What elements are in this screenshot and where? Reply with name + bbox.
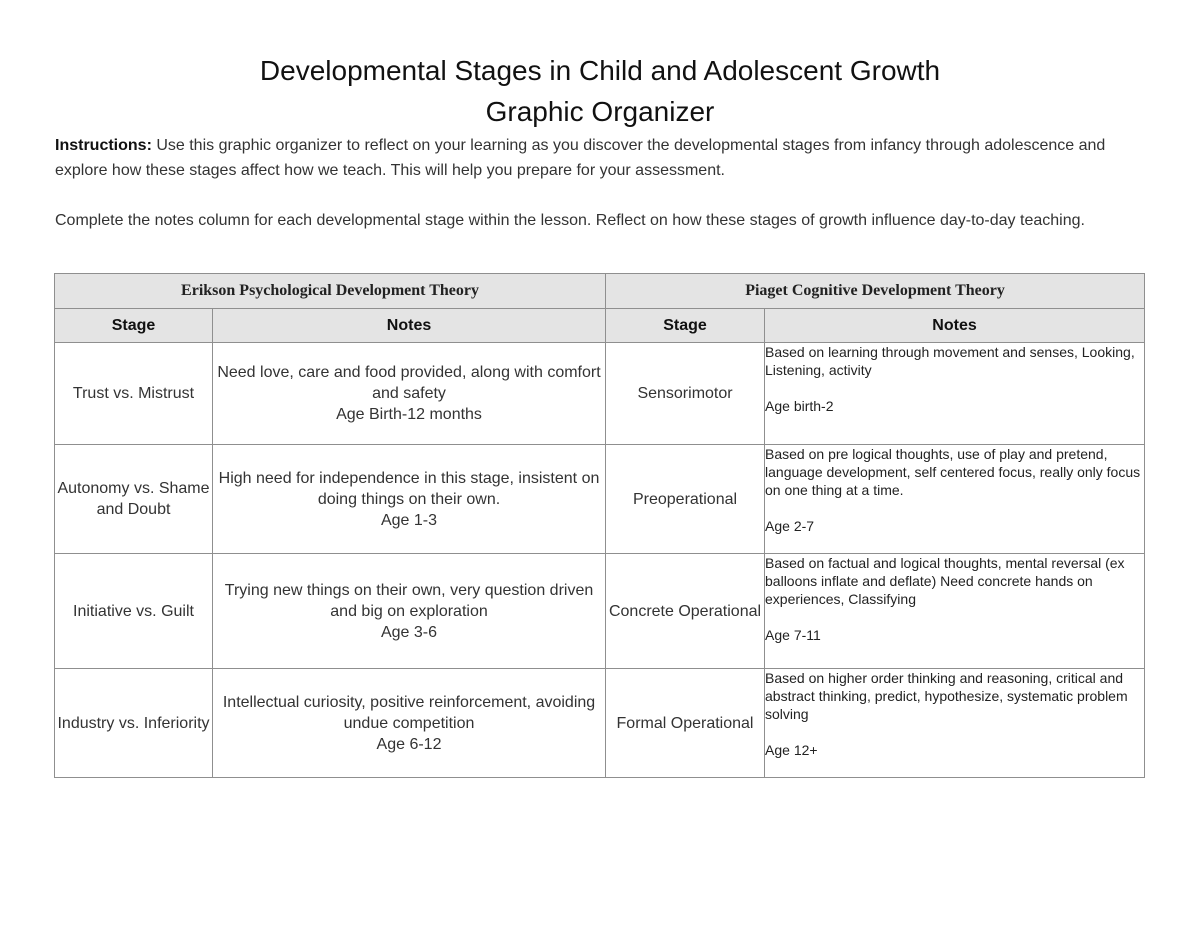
table-row xyxy=(55,445,1145,554)
erikson-stage-cell: Trust vs. Mistrust xyxy=(55,343,213,445)
piaget-stage-header: Stage xyxy=(606,309,765,343)
piaget-age-text: Age 2-7 xyxy=(765,518,815,534)
erikson-stage-header: Stage xyxy=(55,309,213,343)
erikson-age-text: Age Birth-12 months xyxy=(336,406,482,423)
piaget-age-text: Age 12+ xyxy=(765,742,818,758)
erikson-notes-text: Need love, care and food provided, along with comfort and safety xyxy=(217,364,601,402)
table-row xyxy=(55,669,1145,778)
graphic-organizer-table xyxy=(54,273,1145,778)
erikson-notes-header: Notes xyxy=(213,309,606,343)
piaget-stage-cell: Preoperational xyxy=(606,445,765,554)
instructions-text: Use this graphic organizer to reflect on your learning as you discover the developmental stages from infancy through adolescence and explore how these stages affect how we teach. This will help you prepare for your assessment. xyxy=(55,137,1106,179)
document-title: Developmental Stages in Child and Adolescent Growth xyxy=(259,55,941,86)
piaget-notes-text: Based on higher order thinking and reasoning, critical and abstract thinking, predict, hypothesize, systematic problem solving xyxy=(765,670,1128,722)
piaget-notes-header: Notes xyxy=(765,309,1145,343)
piaget-notes-text: Based on factual and logical thoughts, mental reversal (ex balloons inflate and deflate) Need concrete hands on experiences, Classifying xyxy=(765,555,1125,607)
erikson-stage-cell: Initiative vs. Guilt xyxy=(55,554,213,669)
erikson-theory-header: Erikson Psychological Development Theory xyxy=(55,274,606,309)
erikson-notes-text: High need for independence in this stage, insistent on doing things on their own. xyxy=(218,469,600,508)
erikson-stage-cell: Industry vs. Inferiority xyxy=(55,669,213,778)
erikson-notes-text: Trying new things on their own, very question driven and big on exploration xyxy=(224,581,594,620)
complete-paragraph: Complete the notes column for each developmental stage within the lesson. Reflect on how these stages of growth influence day-to-day teaching. xyxy=(55,212,1085,229)
table-row xyxy=(55,343,1145,445)
piaget-stage-cell: Concrete Operational xyxy=(606,554,765,669)
erikson-notes-cell xyxy=(213,669,606,778)
erikson-notes-cell xyxy=(213,343,606,445)
piaget-notes-cell xyxy=(765,343,1145,445)
piaget-notes-cell xyxy=(765,445,1145,554)
theory-header-row xyxy=(55,274,1145,309)
piaget-notes-cell xyxy=(765,554,1145,669)
piaget-notes-text: Based on learning through movement and senses, Looking, Listening, activity xyxy=(765,344,1135,378)
piaget-age-text: Age 7-11 xyxy=(765,627,821,643)
erikson-notes-cell xyxy=(213,445,606,554)
document-subtitle: Graphic Organizer xyxy=(485,96,715,127)
instructions-label: Instructions: xyxy=(55,137,152,154)
column-header-row xyxy=(55,309,1145,343)
erikson-notes-text: Intellectual curiosity, positive reinforcement, avoiding undue competition xyxy=(222,693,596,732)
erikson-age-text: Age 3-6 xyxy=(380,623,438,641)
piaget-age-text: Age birth-2 xyxy=(765,398,834,414)
piaget-stage-cell: Formal Operational xyxy=(606,669,765,778)
erikson-age-text: Age 6-12 xyxy=(376,735,442,753)
instructions-paragraph xyxy=(55,134,1135,183)
erikson-age-text: Age 1-3 xyxy=(380,511,438,529)
piaget-notes-text: Based on pre logical thoughts, use of play and pretend, language development, self centered focus, really only focus on one thing at a time. xyxy=(765,446,1141,498)
piaget-stage-cell: Sensorimotor xyxy=(606,343,765,445)
piaget-theory-header: Piaget Cognitive Development Theory xyxy=(606,274,1145,309)
table-row xyxy=(55,554,1145,669)
erikson-notes-cell xyxy=(213,554,606,669)
piaget-notes-cell xyxy=(765,669,1145,778)
erikson-stage-cell: Autonomy vs. Shame and Doubt xyxy=(55,445,213,554)
